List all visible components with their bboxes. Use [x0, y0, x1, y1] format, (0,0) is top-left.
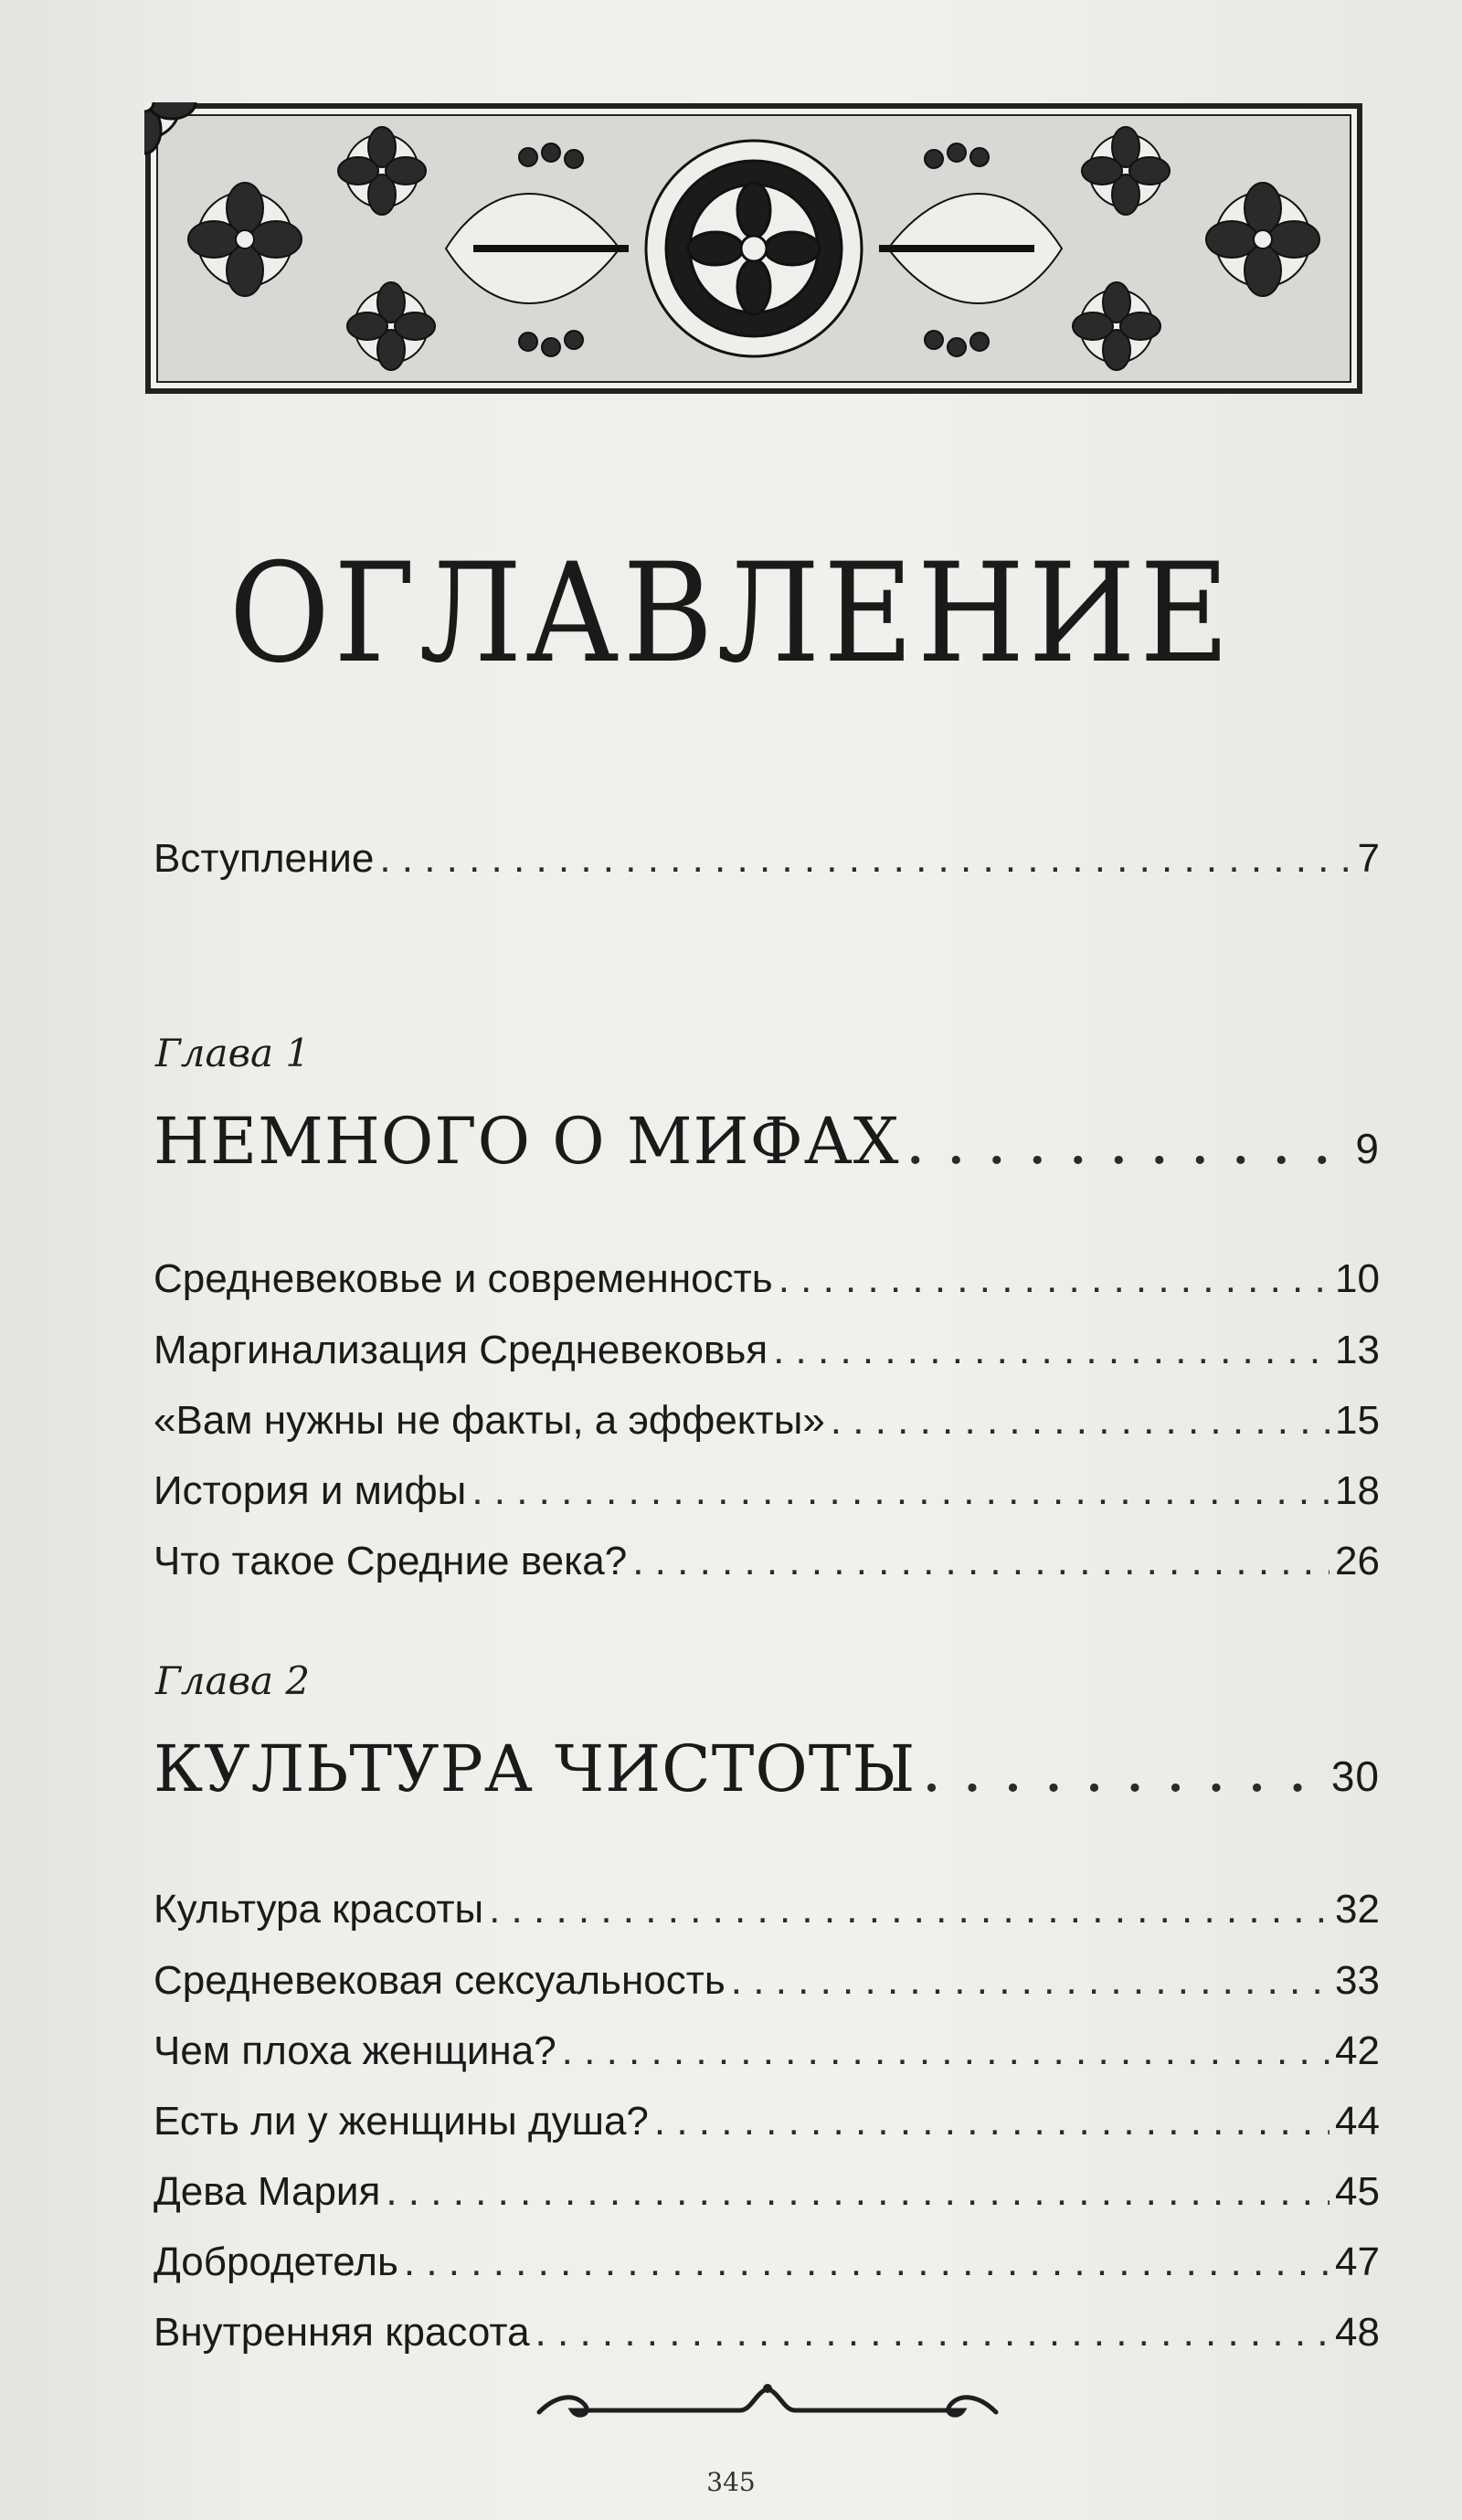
- toc-entry-page: 33: [1335, 1958, 1380, 2003]
- toc-entry[interactable]: [154, 2028, 1380, 2074]
- dot-leader: [831, 1398, 1330, 1444]
- dot-leader: [489, 1887, 1330, 1932]
- dot-leader: [562, 2028, 1330, 2074]
- dot-leader: [404, 2239, 1330, 2285]
- toc-entry-page: 47: [1335, 2239, 1380, 2284]
- toc-entry-label: Есть ли у женщины душа?: [154, 2099, 649, 2144]
- chapter-number-label: Глава 1: [155, 1031, 311, 1075]
- toc-entry-label: Дева Мария: [154, 2169, 381, 2214]
- chapter-page: 9: [1355, 1125, 1380, 1172]
- dot-leader: [906, 1104, 1351, 1179]
- toc-entry-page: 7: [1357, 836, 1380, 881]
- toc-entry-page: 45: [1335, 2169, 1380, 2214]
- chapter-title: НЕМНОГО О МИФАХ: [154, 1104, 900, 1179]
- toc-entry[interactable]: [154, 1958, 1380, 2004]
- toc-entry-label: Чем плоха женщина?: [154, 2028, 556, 2073]
- toc-entry-page: 26: [1335, 1539, 1380, 1583]
- toc-entry[interactable]: [154, 1256, 1380, 1302]
- dot-leader: [632, 1539, 1330, 1584]
- toc-chapter-2[interactable]: [154, 1731, 1380, 1806]
- toc-entry[interactable]: [154, 2239, 1380, 2285]
- dot-leader: [773, 1328, 1330, 1373]
- toc-entry-label: Средневековье и современность: [154, 1256, 773, 1301]
- toc-entry-page: 44: [1335, 2099, 1380, 2144]
- toc-chapter-1[interactable]: [154, 1104, 1380, 1179]
- toc-entry[interactable]: [154, 1328, 1380, 1373]
- toc-entry-page: 42: [1335, 2028, 1380, 2073]
- toc-entry[interactable]: [154, 2310, 1380, 2356]
- page-title: ОГЛАВЛЕНИЕ: [228, 535, 1234, 694]
- toc-entry[interactable]: [154, 1398, 1380, 1444]
- toc-entry-label: Маргинализация Средневековья: [154, 1328, 768, 1372]
- toc-entry-label: История и мифы: [154, 1468, 467, 1513]
- toc-entry[interactable]: [154, 1539, 1380, 1584]
- toc-entry-label: «Вам нужны не факты, а эффекты»: [154, 1398, 825, 1443]
- toc-entry-label: Культура красоты: [154, 1887, 484, 1932]
- dot-leader: [535, 2310, 1330, 2356]
- chapter-number-label: Глава 2: [155, 1658, 311, 1703]
- dot-leader: [471, 1468, 1330, 1514]
- chapter-title: КУЛЬТУРА ЧИСТОТЫ: [154, 1731, 916, 1806]
- floral-ornament-banner-icon: [144, 102, 1363, 395]
- dot-leader: [779, 1256, 1330, 1302]
- toc-entry-label: Вступление: [154, 836, 375, 881]
- dot-leader: [921, 1731, 1325, 1806]
- toc-entry-page: 13: [1335, 1328, 1380, 1372]
- toc-entry-label: Что такое Средние века?: [154, 1539, 628, 1583]
- toc-entry-page: 15: [1335, 1398, 1380, 1443]
- page-number: 345: [706, 2467, 756, 2497]
- toc-entry[interactable]: [154, 2169, 1380, 2215]
- chapter-page: 30: [1330, 1752, 1380, 1800]
- toc-entry[interactable]: [154, 1887, 1380, 1932]
- toc-entry-label: Добродетель: [154, 2239, 398, 2284]
- toc-entry-page: 18: [1335, 1468, 1380, 1513]
- dot-leader: [379, 836, 1351, 882]
- toc-entry-label: Внутренняя красота: [154, 2310, 530, 2355]
- toc-entry-page: 32: [1335, 1887, 1380, 1932]
- toc-entry[interactable]: [154, 1468, 1380, 1514]
- toc-entry[interactable]: [154, 2099, 1380, 2144]
- dot-leader: [654, 2099, 1330, 2144]
- toc-entry-intro[interactable]: [154, 836, 1380, 882]
- flourish-divider-icon: [521, 2376, 1014, 2430]
- dot-leader: [386, 2169, 1330, 2215]
- toc-entry-page: 10: [1335, 1256, 1380, 1301]
- dot-leader: [731, 1958, 1330, 2004]
- toc-entry-label: Средневековая сексуальность: [154, 1958, 726, 2003]
- toc-entry-page: 48: [1335, 2310, 1380, 2355]
